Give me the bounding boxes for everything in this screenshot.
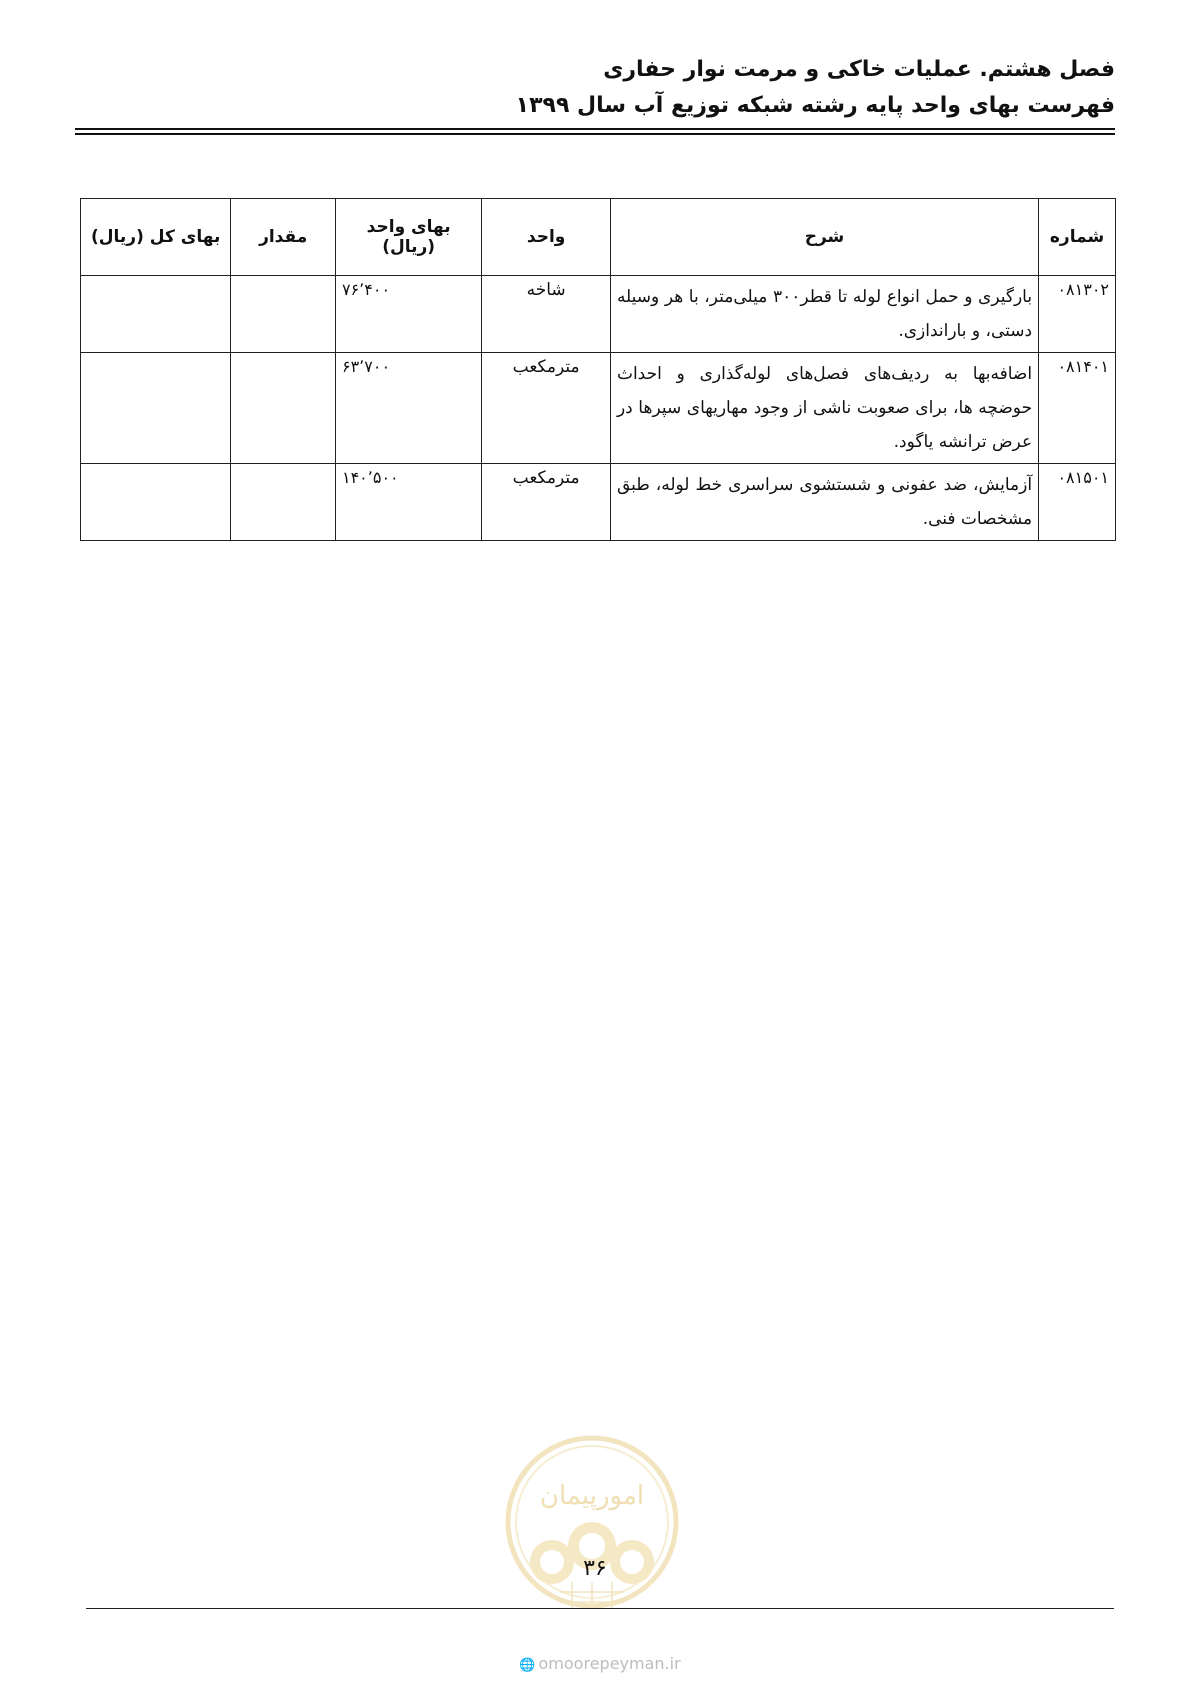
table-row (81, 276, 1116, 353)
item-total-price[interactable] (81, 276, 231, 353)
item-quantity[interactable] (231, 276, 336, 353)
header-unit-price-currency: (ریال) (382, 237, 436, 257)
header-unit: واحد (482, 199, 611, 276)
page-number: ۳۶ (583, 1556, 607, 1581)
header-quantity: مقدار (231, 199, 336, 276)
header-rule-thin (75, 128, 1115, 130)
price-table (80, 198, 1116, 541)
globe-icon: 🌐 (519, 1658, 536, 1673)
header-unit-price-label: بهای واحد (366, 217, 451, 237)
website-watermark (500, 1654, 700, 1673)
header-total-price: بهای کل (ریال) (81, 199, 231, 276)
price-list-title: فهرست بهای واحد پایه رشته شبکه توزیع آب سال ۱۳۹۹ (515, 93, 1115, 118)
logo-text: امورپیمان (539, 1481, 645, 1511)
watermark-logo (502, 1432, 682, 1632)
header-number: شماره (1039, 199, 1116, 276)
table-header-row (81, 199, 1116, 276)
item-quantity[interactable] (231, 353, 336, 464)
item-unit-price: ۶۳٬۷۰۰ (335, 353, 481, 464)
table-row (81, 464, 1116, 541)
item-unit: شاخه (482, 276, 611, 353)
header-rule-thick (75, 133, 1115, 135)
website-text: omoorepeyman.ir (538, 1654, 681, 1673)
item-description: بارگیری و حمل انواع لوله تا قطر۳۰۰ میلی‌متر، با هر وسیله دستی، و باراندازی. (610, 276, 1038, 353)
item-number: ۰۸۱۴۰۱ (1039, 353, 1116, 464)
item-number: ۰۸۱۳۰۲ (1039, 276, 1116, 353)
page-header (75, 52, 1115, 124)
item-quantity[interactable] (231, 464, 336, 541)
item-unit: مترمکعب (482, 464, 611, 541)
item-unit: مترمکعب (482, 353, 611, 464)
item-unit-price: ۱۴۰٬۵۰۰ (335, 464, 481, 541)
item-description: آزمایش، ضد عفونی و شستشوی سراسری خط لوله، طبق مشخصات فنی. (610, 464, 1038, 541)
item-total-price[interactable] (81, 353, 231, 464)
header-description: شرح (610, 199, 1038, 276)
table-row (81, 353, 1116, 464)
item-unit-price: ۷۶٬۴۰۰ (335, 276, 481, 353)
item-total-price[interactable] (81, 464, 231, 541)
footer-rule (86, 1608, 1114, 1609)
chapter-title: فصل هشتم. عملیات خاکی و مرمت نوار حفاری (603, 57, 1115, 82)
item-description: اضافه‌بها به ردیف‌های فصل‌های لوله‌گذاری و احداث حوضچه ها، برای صعوبت ناشی از وجود مهاریهای سپرها در عرض ترانشه یاگود. (610, 353, 1038, 464)
header-unit-price (335, 199, 481, 276)
item-number: ۰۸۱۵۰۱ (1039, 464, 1116, 541)
